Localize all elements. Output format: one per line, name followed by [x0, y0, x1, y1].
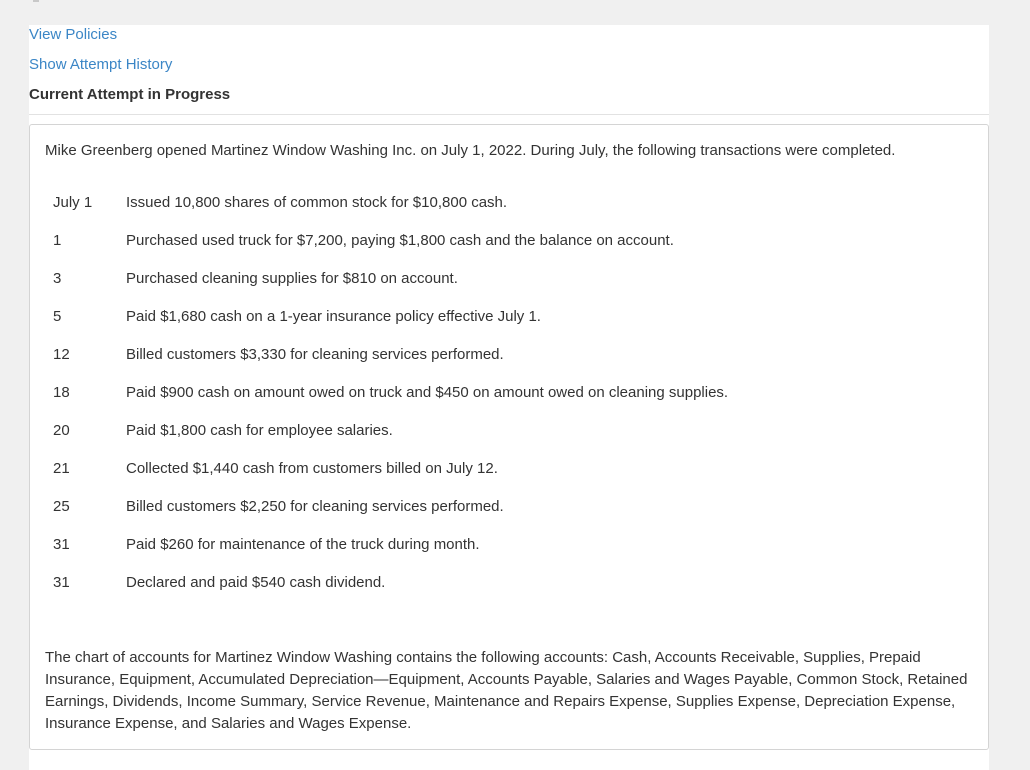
transaction-row — [53, 231, 953, 269]
question-content-box — [29, 124, 989, 750]
transaction-row — [53, 307, 953, 345]
question-intro-text: Mike Greenberg opened Martinez Window Washing Inc. on July 1, 2022. During July, the following transactions were completed. — [45, 142, 896, 159]
show-attempt-history-link[interactable]: Show Attempt History — [29, 56, 173, 73]
assignment-panel — [29, 25, 989, 770]
transaction-date: 25 — [53, 498, 70, 515]
transaction-row — [53, 269, 953, 307]
transaction-description: Paid $260 for maintenance of the truck during month. — [126, 536, 480, 553]
transaction-date: 1 — [53, 232, 62, 249]
transaction-description: Paid $1,680 cash on a 1-year insurance policy effective July 1. — [126, 308, 541, 325]
view-policies-link[interactable]: View Policies — [29, 26, 118, 43]
transaction-date: 31 — [53, 574, 70, 591]
transaction-description: Declared and paid $540 cash dividend. — [126, 574, 386, 591]
attempt-header — [29, 25, 989, 115]
transaction-description: Purchased used truck for $7,200, paying $1,800 cash and the balance on account. — [126, 232, 674, 249]
header-divider — [29, 114, 989, 115]
transaction-row — [53, 345, 953, 383]
transaction-description: Issued 10,800 shares of common stock for $10,800 cash. — [126, 194, 508, 211]
transaction-description: Collected $1,440 cash from customers billed on July 12. — [126, 460, 498, 477]
transaction-row — [53, 421, 953, 459]
transaction-date: 31 — [53, 536, 70, 553]
transaction-row — [53, 497, 953, 535]
transaction-description: Paid $1,800 cash for employee salaries. — [126, 422, 393, 439]
transaction-description: Purchased cleaning supplies for $810 on account. — [126, 270, 458, 287]
transaction-row — [53, 535, 953, 573]
transaction-date: 20 — [53, 422, 70, 439]
transaction-row — [53, 383, 953, 421]
chart-of-accounts-text: The chart of accounts for Martinez Window Washing contains the following accounts: Cash, Accounts Receivable, Supplies, Prepaid Insurance, Equipment, Accumulated Depreciation—Equipment, Accounts Payable, Salaries and Wages Payable, Common Stock, Retained Earnings, Dividends, Income Summary, Service Revenue, Maintenance and Repairs Expense, Supplies Expense, Depreciation Expense, Insurance Expense, and Salaries and Wages Expense. — [45, 649, 968, 732]
transaction-date: 12 — [53, 346, 70, 363]
transaction-description: Paid $900 cash on amount owed on truck and $450 on amount owed on cleaning supplies. — [126, 384, 729, 401]
transaction-row — [53, 459, 953, 497]
transaction-date: 21 — [53, 460, 70, 477]
top-divider-fragment — [33, 0, 39, 2]
current-attempt-heading: Current Attempt in Progress — [29, 86, 231, 103]
transaction-row — [53, 193, 953, 231]
transactions-list — [53, 193, 953, 611]
transaction-date: July 1 — [53, 194, 93, 211]
transaction-description: Billed customers $3,330 for cleaning services performed. — [126, 346, 504, 363]
transaction-row — [53, 573, 953, 611]
transaction-date: 5 — [53, 308, 62, 325]
transaction-date: 18 — [53, 384, 70, 401]
transaction-date: 3 — [53, 270, 62, 287]
transaction-description: Billed customers $2,250 for cleaning services performed. — [126, 498, 504, 515]
